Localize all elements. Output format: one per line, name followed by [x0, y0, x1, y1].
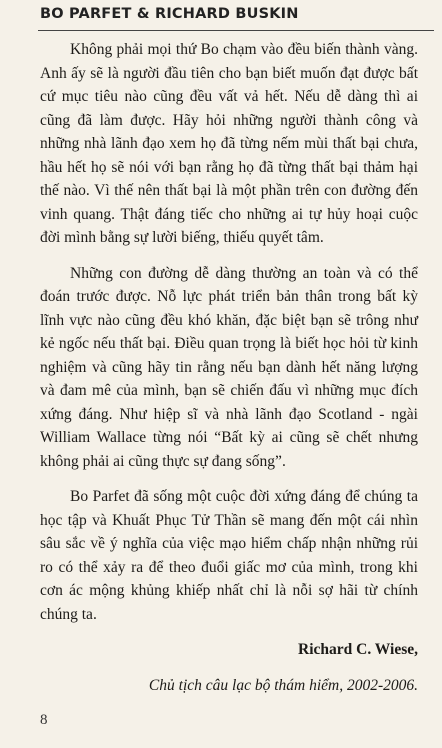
- signature-name: Richard C. Wiese,: [298, 641, 418, 658]
- paragraph-1: Không phải mọi thứ Bo chạm vào đều biến thành vàng. Anh ấy sẽ là người đầu tiên cho bạn biết muốn đạt được bất cứ mục tiêu nào cũng đều vất vả hết. Nếu dễ dàng thì ai cũng đã làm được. Hãy hỏi những người thành công và những nhà lãnh đạo xem họ đã từng nếm mùi thất bại chưa, hầu hết họ sẽ nói với bạn rằng họ đã từng thất bại thảm hại thế nào. Vì thế nên thất bại là một phần trên con đường đến vinh quang. Thật đáng tiếc cho những ai tự hủy hoại cuộc đời mình bằng sự lười biếng, thiếu quyết tâm.: [40, 41, 418, 246]
- header-rule: [38, 30, 434, 31]
- body-text: [40, 38, 418, 709]
- page-number: 8: [40, 712, 48, 728]
- paragraph-3: Bo Parfet đã sống một cuộc đời xứng đáng để chúng ta học tập và Khuất Phục Tử Thần sẽ mang đến một cái nhìn sâu sắc về ý nghĩa của việc mạo hiểm chấp nhận những rủi ro có thể xảy ra để theo đuổi giấc mơ của mình, trong khi cơn ác mộng khủng khiếp nhất chỉ là nỗi sợ hãi từ chính chúng ta.: [40, 488, 418, 623]
- signature-title: Chủ tịch câu lạc bộ thám hiểm, 2002-2006.: [148, 676, 418, 694]
- running-header: BO PARFET & RICHARD BUSKIN: [40, 6, 299, 22]
- paragraph-2: Những con đường dễ dàng thường an toàn và có thể đoán trước được. Nỗ lực phát triển bản thân trong bất kỳ lĩnh vực nào cũng đều khó khăn, đặc biệt bạn sẽ trông như kẻ ngốc nếu thất bại. Điều quan trọng là biết học hỏi từ kinh nghiệm và cũng hãy tin rằng nếu bạn dành hết năng lượng và đam mê của mình, bạn sẽ chiến đấu vì những mục đích xứng đáng. Như hiệp sĩ và nhà lãnh đạo Scotland - ngài William Wallace từng nói “Bất kỳ ai cũng sẽ chết nhưng không phải ai cũng thực sự đang sống”.: [40, 264, 418, 470]
